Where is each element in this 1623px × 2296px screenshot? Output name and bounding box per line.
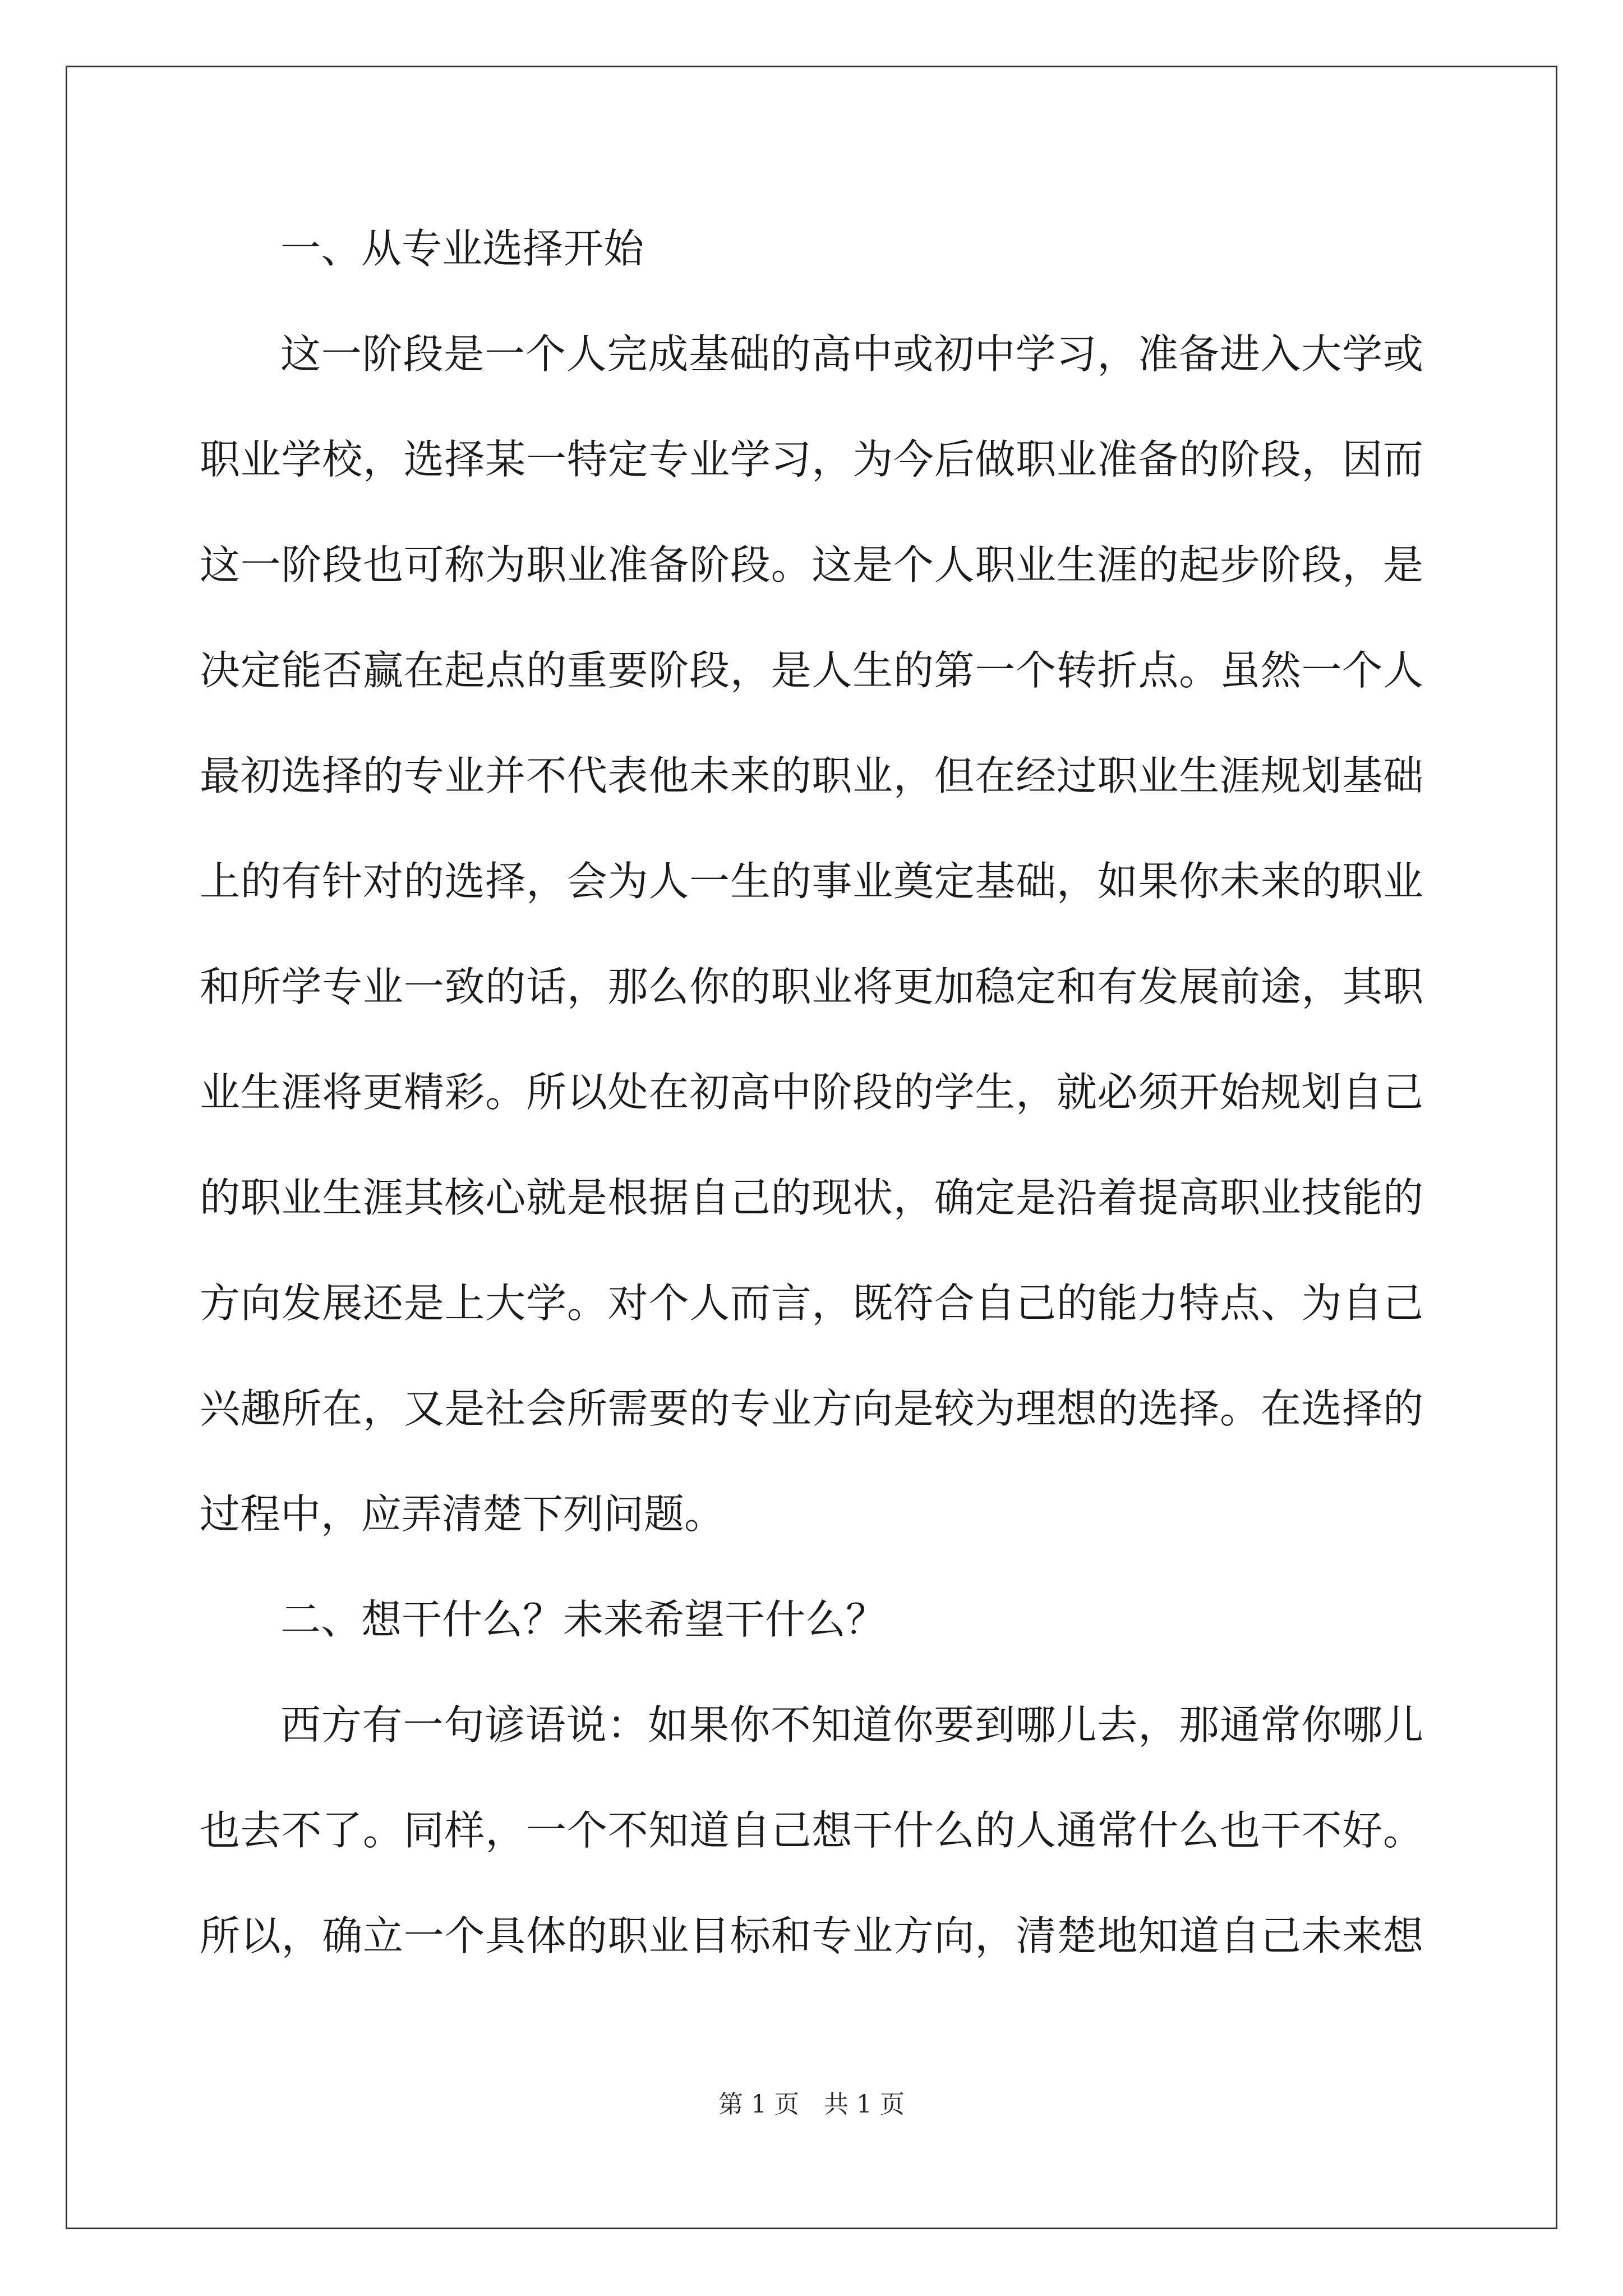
paragraph-1-line: 这一阶段是一个人完成基础的高中或初中学习，准备进入大学或 (280, 330, 1423, 378)
paragraph-1-line: 的职业生涯其核心就是根据自己的现状，确定是沿着提高职业技能的 (200, 1174, 1423, 1221)
paragraph-1-line: 过程中，应弄清楚下列问题。 (200, 1490, 725, 1538)
paragraph-1-line: 这一阶段也可称为职业准备阶段。这是个人职业生涯的起步阶段，是 (200, 541, 1423, 588)
paragraph-1-line: 决定能否赢在起点的重要阶段，是人生的第一个转折点。虽然一个人 (200, 647, 1423, 694)
paragraph-2-line: 西方有一句谚语说：如果你不知道你要到哪儿去，那通常你哪儿 (280, 1701, 1423, 1749)
paragraph-1-line: 和所学专业一致的话，那么你的职业将更加稳定和有发展前途，其职 (200, 963, 1423, 1010)
paragraph-1-line: 最初选择的专业并不代表他未来的职业，但在经过职业生涯规划基础 (200, 752, 1423, 799)
paragraph-2-line: 也去不了。同样，一个不知道自己想干什么的人通常什么也干不好。 (200, 1807, 1423, 1854)
section-heading-1: 一、从专业选择开始 (280, 225, 644, 272)
paragraph-1-line: 上的有针对的选择，会为人一生的事业奠定基础，如果你未来的职业 (200, 858, 1423, 905)
paragraph-1-line: 业生涯将更精彩。所以处在初高中阶段的学生，就必须开始规划自己 (200, 1069, 1423, 1116)
document-body (200, 215, 1423, 2008)
paragraph-1-line: 兴趣所在，又是社会所需要的专业方向是较为理想的选择。在选择的 (200, 1385, 1423, 1432)
paragraph-1-line: 方向发展还是上大学。对个人而言，既符合自己的能力特点、为自己 (200, 1280, 1423, 1327)
paragraph-2-line: 所以，确立一个具体的职业目标和专业方向，清楚地知道自己未来想 (200, 1912, 1423, 1959)
section-heading-2: 二、想干什么？未来希望干什么？ (280, 1596, 887, 1643)
paragraph-1-line: 职业学校，选择某一特定专业学习，为今后做职业准备的阶段，因而 (200, 436, 1423, 483)
page-number-footer: 第 1 页 共 1 页 (718, 2090, 905, 2119)
